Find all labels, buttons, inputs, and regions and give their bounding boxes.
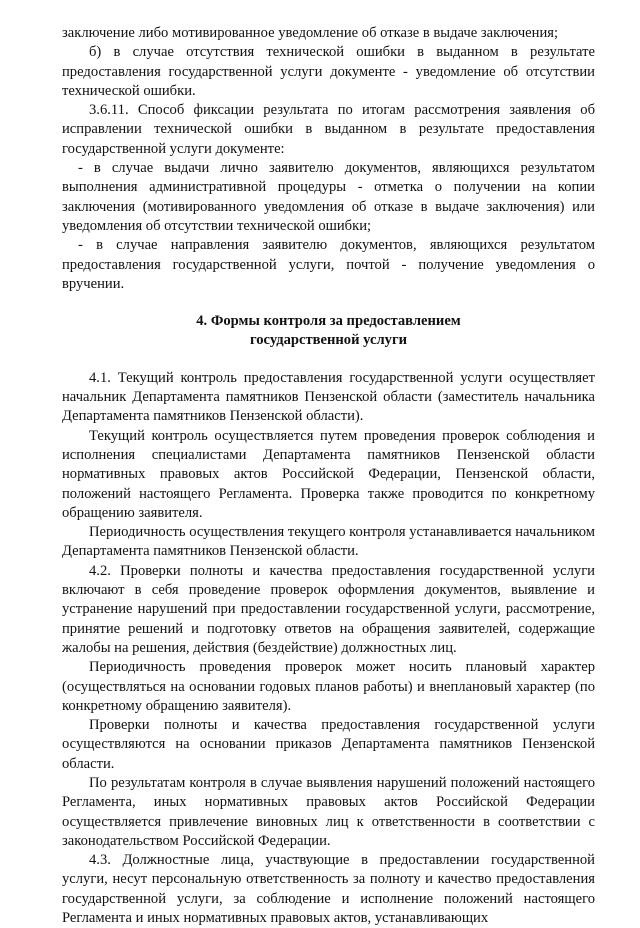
section-heading: [62, 312, 595, 351]
paragraph-continuation: заключение либо мотивированное уведомление об отказе в выдаче заключения;: [62, 25, 559, 41]
paragraph-dash-mail: - в случае направления заявителю документов, являющихся результатом предоставления государственной услуги, почтой - получение уведомления о вручении.: [62, 237, 595, 292]
section-heading-line-2: государственной услуги: [249, 332, 408, 349]
paragraph-control-results: По результатам контроля в случае выявления нарушений положений настоящего Регламента, иных нормативных правовых актов Российской Федерации осуществляется привлечение виновных лиц к ответственности в соответствии с законодательством Российской Федерации.: [62, 774, 595, 849]
paragraph-item-b: б) в случае отсутствия технической ошибки в выданном в результате предоставления государственной услуги документе - уведомление об отсутствии технической ошибки.: [62, 44, 595, 99]
paragraph-check-periodicity: Периодичность проведения проверок может носить плановый характер (осуществляться на основании годовых планов работы) и внеплановый характер (по конкретному обращению заявителя).: [62, 659, 595, 714]
document-page: [62, 24, 595, 928]
paragraph-4-3: 4.3. Должностные лица, участвующие в предоставлении государственной услуги, несут персональную ответственность за полноту и качество предоставления государственной услуги, за соблюдение и исполнение положений настоящего Регламента и иных нормативных правовых актов, устанавливающих: [62, 852, 595, 927]
paragraph-current-control: Текущий контроль осуществляется путем проведения проверок соблюдения и исполнения специалистами Департамента памятников Пензенской области нормативных правовых актов Российской Федерации, Пензенской области, положений настоящего Регламента. Проверка также проводится по конкретному обращению заявителя.: [62, 427, 595, 521]
paragraph-4-1: 4.1. Текущий контроль предоставления государственной услуги осуществляет начальник Департамента памятников Пензенской области (заместитель начальника Департамента памятников Пензенской области).: [62, 369, 595, 425]
paragraph-periodicity: Периодичность осуществления текущего контроля устанавливается начальником Департамента памятников Пензенской области.: [62, 524, 595, 560]
paragraph-3-6-11: 3.6.11. Способ фиксации результата по итогам рассмотрения заявления об исправлении технической ошибки в выданном в результате предоставления государственной услуги документе:: [62, 102, 595, 157]
paragraph-4-2: 4.2. Проверки полноты и качества предоставления государственной услуги включают в себя проведение проверок оформления документов, выявление и устранение нарушений при предоставлении государственной услуги, рассмотрение, принятие решений и подготовку ответов на обращения заявителей, содержащие жалобы на решения, действия (бездействие) должностных лиц.: [62, 562, 595, 656]
paragraph-dash-personal: - в случае выдачи лично заявителю документов, являющихся результатом выполнения административной процедуры - отметка о получении на копии заключения (мотивированного уведомления об отказе в выдаче заключения) или уведомления об отсутствии технической ошибки;: [62, 160, 595, 234]
section-heading-line-1: 4. Формы контроля за предоставлением: [196, 313, 461, 330]
paragraph-check-orders: Проверки полноты и качества предоставления государственной услуги осуществляются на основании приказов Департамента памятников Пензенской области.: [62, 717, 595, 772]
